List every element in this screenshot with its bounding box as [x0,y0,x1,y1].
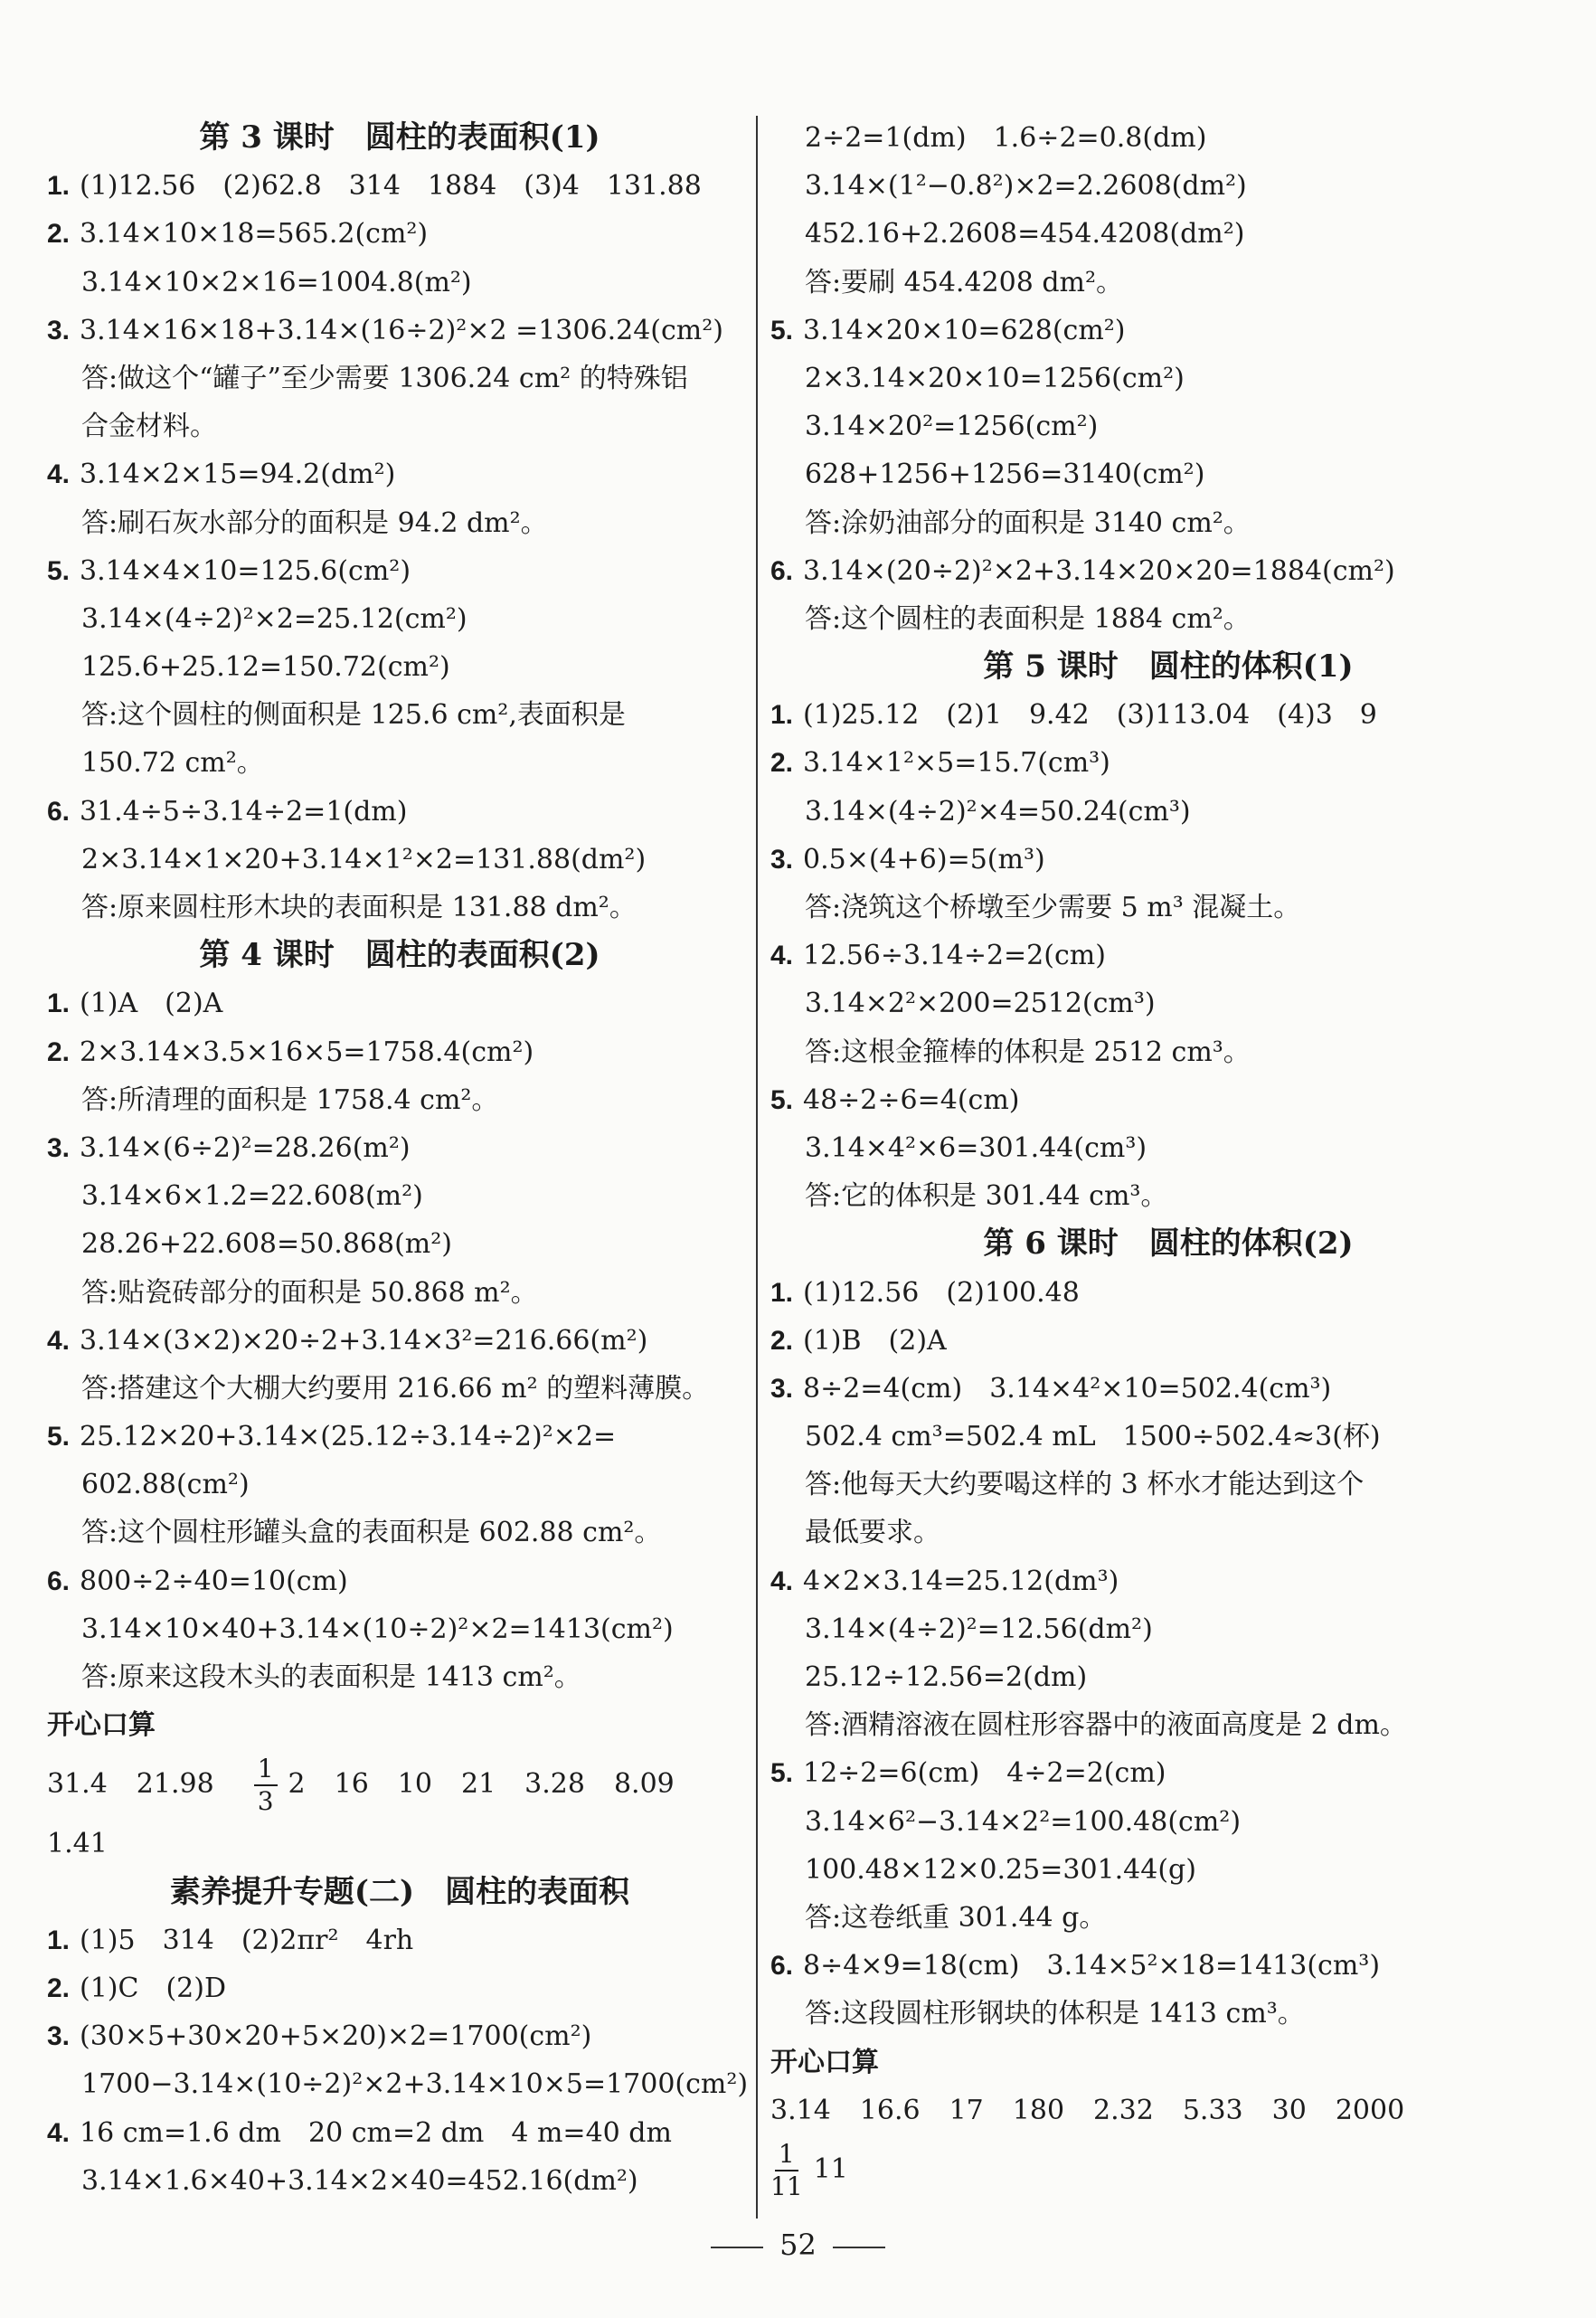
answer-line: 3.14×2²×200=2512(cm³) [805,988,1156,1020]
question-number: 5. [47,555,71,586]
answer-line: 6. 8÷4×9=18(cm) 3.14×5²×18=1413(cm³) [770,1942,1566,1990]
answer-line: 答:酒精溶液在圆柱形容器中的液面高度是 2 dm。 [805,1709,1407,1742]
answer-line: 答:做这个“罐子”至少需要 1306.24 cm² 的特殊铝 [81,362,688,394]
question-number: 4. [770,1566,794,1596]
question-number: 2. [770,1325,794,1356]
answer-line: 1. (1)A (2)A [47,979,752,1027]
answer-line: 4. 3.14×(3×2)×20÷2+3.14×3²=216.66(m²) [47,1317,752,1365]
answer-line: 6. 3.14×(20÷2)²×2+3.14×20×20=1884(cm²) [770,547,1566,595]
question-number: 1. [47,989,71,1019]
answer-line: 4. 12.56÷3.14÷2=2(cm) [770,932,1566,979]
question-number: 2. [47,219,71,250]
question-number: 3. [47,2021,71,2052]
answer-line: 3.14×(4÷2)²=12.56(dm²) [805,1613,1153,1645]
question-number: 1. [47,1925,71,1955]
answer-line: 3. 0.5×(4+6)=5(m³) [770,836,1566,884]
answer-line: 1. (1)12.56 (2)100.48 [770,1269,1566,1317]
mental-math-heading: 开心口算 [47,1709,156,1742]
question-number: 3. [47,1132,71,1163]
mental-math-row: 1.41 [47,1828,108,1860]
answer-line: 4. 3.14×2×15=94.2(dm²) [47,450,752,498]
answer-line: 1. (1)25.12 (2)1 9.42 (3)113.04 (4)3 9 [770,691,1566,739]
answer-line: 3. 3.14×16×18+3.14×(16÷2)²×2 =1306.24(cm²) [47,307,752,355]
question-number: 1. [770,700,794,731]
answer-line: 3. 3.14×(6÷2)²=28.26(m²) [47,1124,752,1172]
answer-line: 25.12÷12.56=2(dm) [805,1661,1088,1693]
answer-line: 答:要刷 454.4208 dm²。 [805,266,1124,298]
section-heading: 第 3 课时 圆柱的表面积(1) [199,119,600,156]
answer-line: 答:这卷纸重 301.44 g。 [805,1901,1107,1934]
answer-line: 3.14×10×40+3.14×(10÷2)²×2=1413(cm²) [81,1613,674,1645]
question-number: 6. [47,1566,71,1596]
answer-line: 2. 2×3.14×3.5×16×5=1758.4(cm²) [47,1028,752,1076]
answer-line: 628+1256+1256=3140(cm²) [805,459,1205,491]
answer-line: 最低要求。 [805,1517,940,1549]
answer-line: 1. (1)12.56 (2)62.8 314 1884 (3)4 131.88 [47,162,752,210]
question-number: 5. [47,1422,71,1452]
answer-line: 3.14×1.6×40+3.14×2×40=452.16(dm²) [81,2164,638,2197]
answer-line: 150.72 cm²。 [81,747,264,780]
answer-line: 6. 31.4÷5÷3.14÷2=1(dm) [47,788,752,836]
answer-line: 5. 25.12×20+3.14×(25.12÷3.14÷2)²×2= [47,1413,752,1461]
answer-line: 答:这个圆柱的表面积是 1884 cm²。 [805,602,1251,635]
footer-dash [711,2247,763,2248]
answer-line: 28.26+22.608=50.868(m²) [81,1228,452,1261]
answer-line: 2. (1)C (2)D [47,1964,752,2012]
question-number: 2. [770,748,794,779]
mental-math-row: 3.14 16.6 17 180 2.32 5.33 30 2000 [770,2094,1405,2126]
answer-line: 125.6+25.12=150.72(cm²) [81,651,450,684]
answer-line: 3.14×10×2×16=1004.8(m²) [81,266,472,298]
section-heading: 第 4 课时 圆柱的表面积(2) [199,937,600,974]
answer-line: 3. (30×5+30×20+5×20)×2=1700(cm²) [47,2012,752,2060]
question-number: 5. [770,1084,794,1115]
answer-line: 4. 16 cm=1.6 dm 20 cm=2 dm 4 m=40 dm [47,2109,752,2157]
question-number: 3. [770,844,794,875]
mental-math-heading: 开心口算 [770,2046,879,2078]
answer-line: 3.14×(4÷2)²×2=25.12(cm²) [81,602,467,635]
section-heading: 第 5 课时 圆柱的体积(1) [983,648,1354,686]
question-number: 2. [47,1973,71,2003]
answer-line: 1. (1)5 314 (2)2πr² 4rh [47,1916,752,1964]
question-number: 4. [47,1325,71,1356]
answer-line: 3.14×6²−3.14×2²=100.48(cm²) [805,1805,1242,1838]
answer-line: 答:他每天大约要喝这样的 3 杯水才能达到这个 [805,1469,1365,1501]
right-column [770,114,1566,2205]
section-heading: 第 6 课时 圆柱的体积(2) [983,1225,1354,1263]
fraction: $\frac{1}{3}$ [254,1756,278,1814]
answer-line: 答:原来圆柱形木块的表面积是 131.88 dm²。 [81,892,637,923]
page-number: 52 [779,2228,817,2262]
question-number: 5. [770,315,794,345]
left-column [47,114,752,2205]
answer-line: 答:搭建这个大棚大约要用 216.66 m² 的塑料薄膜。 [81,1372,710,1405]
answer-line: 602.88(cm²) [81,1469,250,1501]
answer-line: 2×3.14×1×20+3.14×1²×2=131.88(dm²) [81,843,647,875]
answer-line: 4. 4×2×3.14=25.12(dm³) [770,1557,1566,1605]
section-heading: 素养提升专题(二) 圆柱的表面积 [169,1873,630,1910]
answer-line: 5. 3.14×20×10=628(cm²) [770,307,1566,355]
question-number: 1. [770,1277,794,1308]
question-number: 2. [47,1036,71,1067]
answer-line: 2. 3.14×10×18=565.2(cm²) [47,210,752,258]
answer-line: 答:这段圆柱形钢块的体积是 1413 cm³。 [805,1998,1305,2030]
answer-line: 3.14×(4÷2)²×4=50.24(cm³) [805,795,1191,828]
question-number: 6. [770,555,794,586]
answer-line: 3. 8÷2=4(cm) 3.14×4²×10=502.4(cm³) [770,1365,1566,1413]
answer-line: 2÷2=1(dm) 1.6÷2=0.8(dm) [805,122,1207,154]
answer-line: 答:刷石灰水部分的面积是 94.2 dm²。 [81,506,548,539]
answer-line: 答:涂奶油部分的面积是 3140 cm²。 [805,506,1251,539]
answer-line: 452.16+2.2608=454.4208(dm²) [805,218,1245,251]
footer-dash [833,2247,885,2248]
answer-line: 6. 800÷2÷40=10(cm) [47,1557,752,1605]
answer-line: 答:浇筑这个桥墩至少需要 5 m³ 混凝土。 [805,892,1301,923]
answer-line: 5. 48÷2÷6=4(cm) [770,1076,1566,1124]
answer-line: 3.14×6×1.2=22.608(m²) [81,1180,423,1213]
answer-line: 2. 3.14×1²×5=15.7(cm³) [770,739,1566,787]
answer-line: 100.48×12×0.25=301.44(g) [805,1853,1196,1886]
page-footer [0,2228,1596,2262]
answer-line: 1700−3.14×(10÷2)²×2+3.14×10×5=1700(cm²) [81,2068,749,2101]
question-number: 1. [47,171,71,202]
answer-line: 5. 3.14×4×10=125.6(cm²) [47,547,752,595]
question-number: 6. [47,796,71,827]
question-number: 4. [770,941,794,971]
question-number: 5. [770,1758,794,1789]
mental-math-row: $\frac{1}{11}$ 11 [770,2138,848,2201]
answer-line: 答:所清理的面积是 1758.4 cm²。 [81,1083,499,1116]
answer-line: 502.4 cm³=502.4 mL 1500÷502.4≈3(杯) [805,1421,1381,1453]
answer-line: 答:它的体积是 301.44 cm³。 [805,1180,1168,1213]
answer-line: 3.14×4²×6=301.44(cm³) [805,1131,1147,1164]
answer-line: 3.14×(1²−0.8²)×2=2.2608(dm²) [805,170,1247,203]
answer-line: 2×3.14×20×10=1256(cm²) [805,362,1185,394]
answer-line: 答:原来这段木头的表面积是 1413 cm²。 [81,1661,581,1693]
answer-line: 答:这根金箍棒的体积是 2512 cm³。 [805,1036,1251,1068]
answer-line: 答:这个圆柱的侧面积是 125.6 cm²,表面积是 [81,699,626,732]
question-number: 4. [47,459,71,490]
answer-line: 5. 12÷2=6(cm) 4÷2=2(cm) [770,1749,1566,1797]
fraction: $\frac{1}{11}$ [770,2138,803,2201]
question-number: 3. [770,1373,794,1404]
mental-math-row: 31.4 21.98 $\frac{1}{3}$ 2 16 10 21 3.28 8.09 [47,1754,675,1817]
answer-line: 3.14×20²=1256(cm²) [805,411,1099,443]
question-number: 3. [47,315,71,345]
answer-line: 合金材料。 [81,411,217,443]
question-number: 6. [770,1951,794,1982]
answer-line: 答:贴瓷砖部分的面积是 50.868 m²。 [81,1276,538,1309]
answer-line: 2. (1)B (2)A [770,1317,1566,1365]
question-number: 4. [47,2117,71,2148]
column-divider [756,116,758,2219]
answer-line: 答:这个圆柱形罐头盒的表面积是 602.88 cm²。 [81,1517,662,1549]
